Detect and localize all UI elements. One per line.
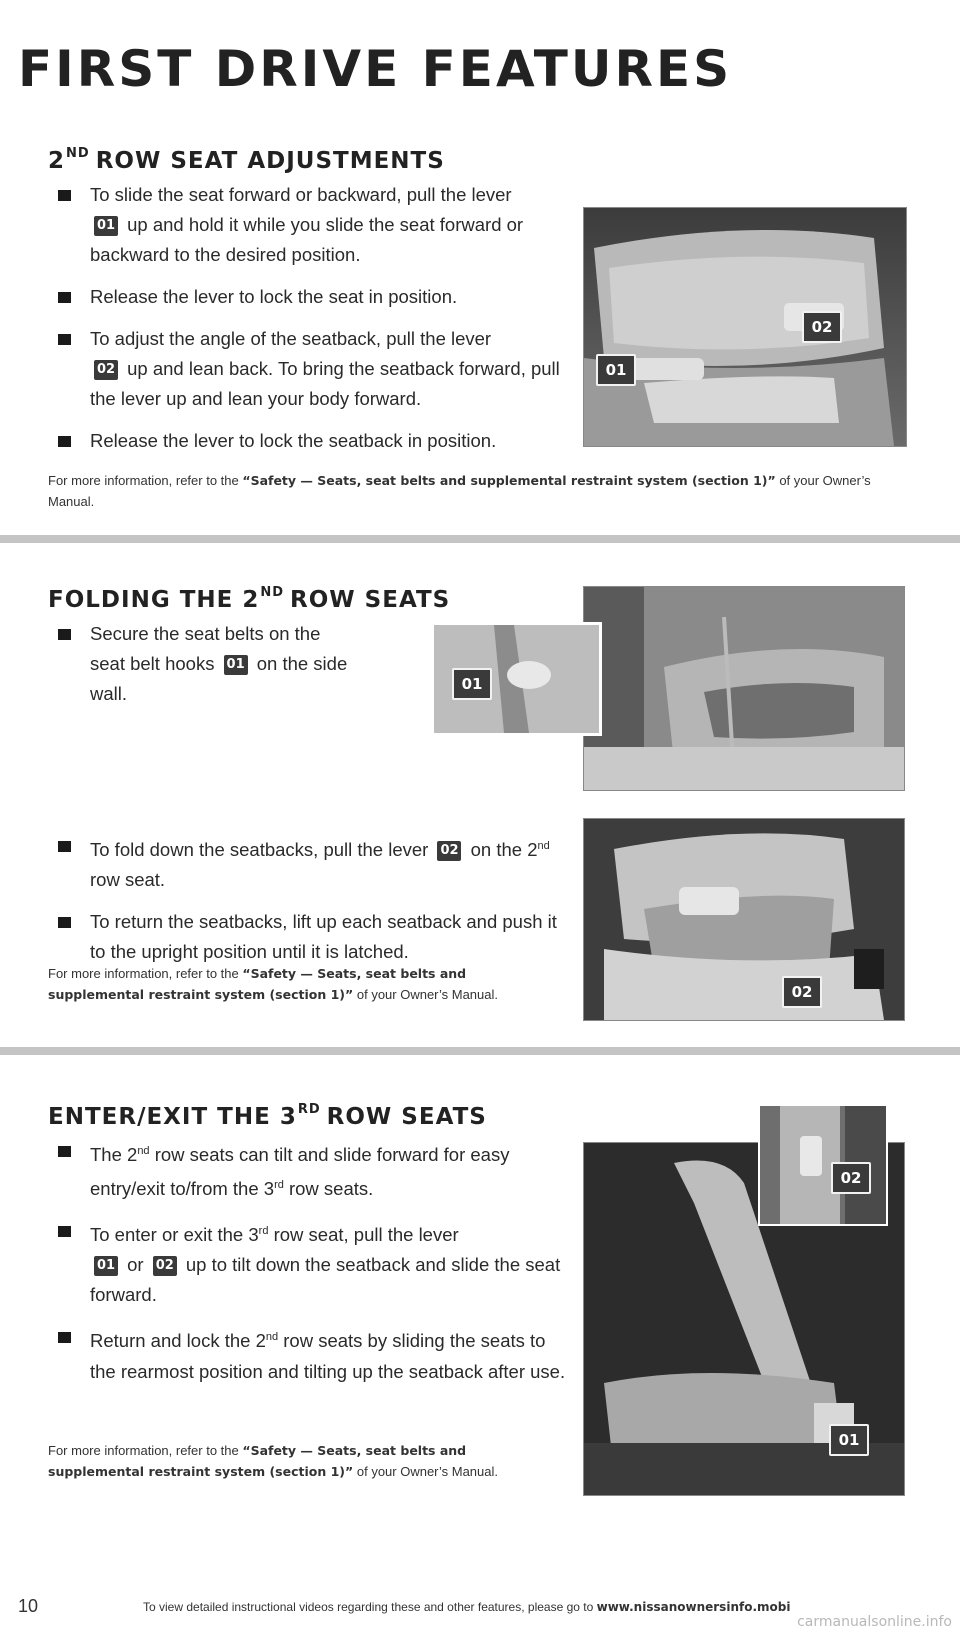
list-item <box>58 426 563 456</box>
heading-text-rest: ROW SEATS <box>290 587 451 613</box>
bullet-square-icon <box>58 1332 71 1343</box>
bullet-text: up to tilt down the seatback and slide the seat forward. <box>90 1254 561 1306</box>
superscript: rd <box>258 1225 269 1238</box>
callout-02: 02 <box>831 1162 871 1194</box>
bullet-text: To return the seatbacks, lift up each seatback and push it to the upright position until it is latched. <box>90 911 557 963</box>
list-item <box>58 831 563 895</box>
bullet-text: To fold down the seatbacks, pull the lever <box>90 839 429 861</box>
callout-01: 01 <box>452 668 492 700</box>
heading-text: 2 <box>48 148 66 174</box>
bullet-text: row seats. <box>283 1178 374 1200</box>
bullet-text: Release the lever to lock the seat in position. <box>90 286 458 307</box>
bullet-square-icon <box>58 917 71 928</box>
bullet-text: on the 2 <box>470 839 538 861</box>
list-item <box>58 1136 568 1204</box>
ref-title: “Safety — Seats, seat belts and supplemental restraint system (section 1)” <box>242 473 776 488</box>
lever-badge-01: 01 <box>94 216 118 236</box>
bullet-list <box>58 619 358 721</box>
bullet-list <box>58 1136 568 1399</box>
lever-badge-02: 02 <box>94 360 118 380</box>
bullet-text: row seats by sliding the seats to the rearmost position and tilting up the seatback after use. <box>90 1330 566 1382</box>
ref-text: of your Owner’s Manual. <box>48 473 871 509</box>
bullet-text: To adjust the angle of the seatback, pull the lever <box>90 328 492 349</box>
section-heading <box>48 146 445 174</box>
bullet-text: row seat. <box>90 869 166 891</box>
superscript: nd <box>537 840 550 852</box>
heading-sup: ND <box>260 585 285 600</box>
bullet-list <box>58 831 563 979</box>
bullet-text: Secure the seat belts on the seat belt hooks <box>90 623 321 674</box>
page-title: FIRST DRIVE FEATURES <box>18 40 733 98</box>
bullet-text: up and lean back. To bring the seatback forward, pull the lever up and lean your body forward. <box>90 358 560 409</box>
list-item <box>58 324 563 414</box>
ref-text: of your Owner’s Manual. <box>353 987 499 1002</box>
heading-text-rest: ROW SEAT ADJUSTMENTS <box>95 148 445 174</box>
manual-reference <box>48 963 548 1005</box>
seatback-lever-photo <box>583 818 905 1021</box>
watermark: carmanualsonline.info <box>797 1614 952 1630</box>
bullet-square-icon <box>58 334 71 345</box>
list-item <box>58 1322 568 1386</box>
page-number: 10 <box>18 1596 39 1616</box>
footer-note <box>143 1600 790 1614</box>
manual-reference <box>48 1440 548 1482</box>
callout-02: 02 <box>782 976 822 1008</box>
section-divider <box>0 535 960 543</box>
callout-02: 02 <box>802 311 842 343</box>
bullet-text: row seats can tilt and slide forward for easy entry/exit to/from the 3 <box>90 1144 510 1200</box>
heading-text-rest: ROW SEATS <box>326 1104 487 1130</box>
seat-belt-hook-photo <box>583 586 905 791</box>
bullet-list <box>58 180 563 468</box>
ref-text: For more information, refer to the <box>48 473 243 488</box>
ref-title: “Safety — Seats, seat belts and supplemental restraint system (section 1)” <box>48 1443 467 1479</box>
heading-sup: RD <box>297 1102 321 1117</box>
heading-text: FOLDING THE 2 <box>48 587 260 613</box>
lever-badge-02: 02 <box>153 1256 177 1276</box>
ref-title: “Safety — Seats, seat belts and supplemental restraint system (section 1)” <box>48 966 467 1002</box>
bullet-square-icon <box>58 292 71 303</box>
bullet-text: on the side wall. <box>90 653 348 704</box>
superscript: nd <box>137 1145 150 1157</box>
bullet-text: To enter or exit the 3 <box>90 1224 259 1246</box>
lever-badge-02: 02 <box>437 841 461 861</box>
bullet-text: To slide the seat forward or backward, pull the lever <box>90 184 512 205</box>
seat-belt-hook-badge-01: 01 <box>224 655 248 675</box>
bullet-square-icon <box>58 190 71 201</box>
list-item <box>58 1216 568 1310</box>
ref-text: For more information, refer to the <box>48 966 243 981</box>
list-item <box>58 282 563 312</box>
section-divider <box>0 1047 960 1055</box>
list-item <box>58 907 563 967</box>
footer-text: To view detailed instructional videos regarding these and other features, please go to <box>143 1600 597 1614</box>
manual-reference <box>48 470 898 512</box>
list-item <box>58 619 358 709</box>
ref-text: of your Owner’s Manual. <box>353 1464 499 1479</box>
lever-badge-01: 01 <box>94 1256 118 1276</box>
superscript: rd <box>274 1179 284 1192</box>
bullet-text: Release the lever to lock the seatback in position. <box>90 430 497 451</box>
bullet-square-icon <box>58 1226 71 1237</box>
bullet-square-icon <box>58 629 71 640</box>
section-heading <box>48 585 450 613</box>
seat-lever-photo <box>583 207 907 447</box>
bullet-square-icon <box>58 1146 71 1157</box>
heading-text: ENTER/EXIT THE 3 <box>48 1104 297 1130</box>
callout-01: 01 <box>596 354 636 386</box>
ref-text: For more information, refer to the <box>48 1443 243 1458</box>
bullet-square-icon <box>58 841 71 852</box>
bullet-text: or <box>127 1254 144 1276</box>
bullet-text: Return and lock the 2 <box>90 1330 266 1352</box>
heading-sup: ND <box>66 146 90 161</box>
superscript: nd <box>265 1331 279 1344</box>
bullet-text: up and hold it while you slide the seat forward or backward to the desired position. <box>90 214 524 265</box>
bullet-text: row seat, pull the lever <box>268 1224 459 1246</box>
callout-01: 01 <box>829 1424 869 1456</box>
list-item <box>58 180 563 270</box>
section-heading <box>48 1102 487 1130</box>
bullet-square-icon <box>58 436 71 447</box>
bullet-text: The 2 <box>90 1144 138 1166</box>
footer-link[interactable]: www.nissanownersinfo.mobi <box>596 1600 791 1614</box>
